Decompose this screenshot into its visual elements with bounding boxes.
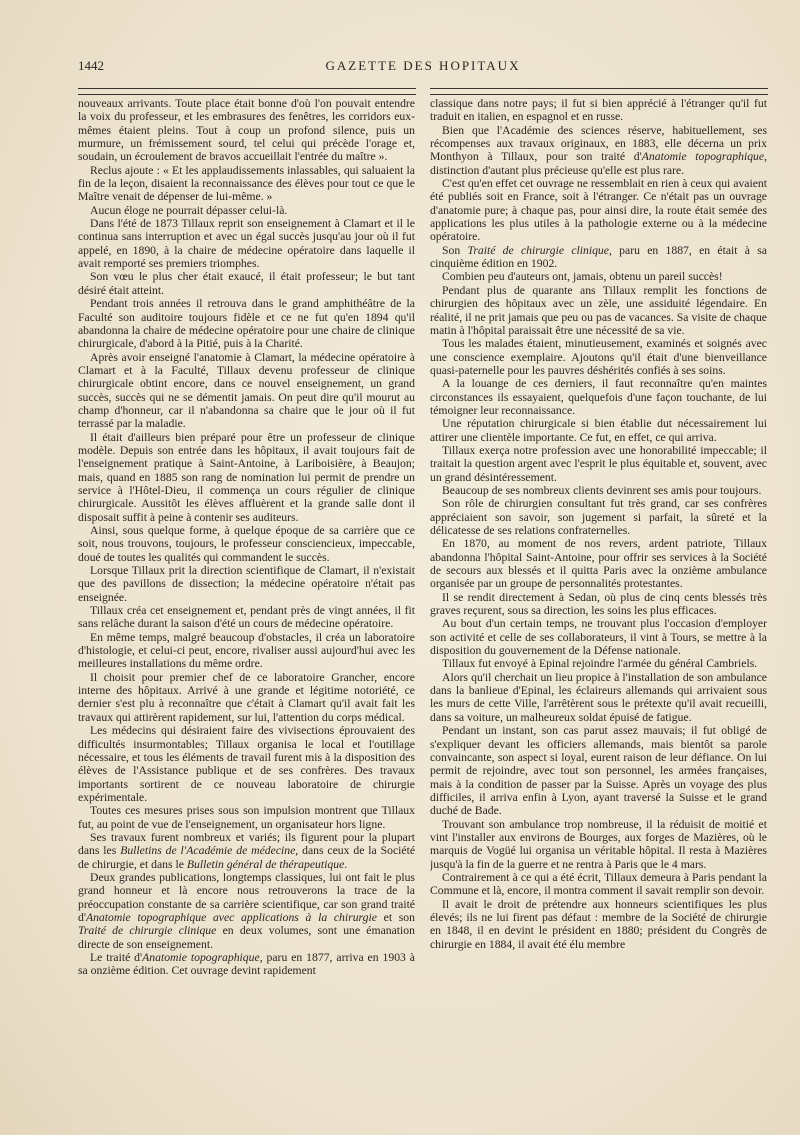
paragraph: Il choisit pour premier chef de ce laboratoire Grancher, encore interne des hôpitaux. Arrivé à une grande et légitime notoriété, ce dernier s'est plu à reconnaître que c'était à Clamart qu'il avait fait les travaux qui attirèrent rapidement, sur lui, l'attention du corps médical. [78, 670, 415, 724]
paragraph: En 1870, au moment de nos revers, ardent patriote, Tillaux abandonna l'hôpital Saint-Antoine, pour offrir ses services à la Société de secours aux blessés et il quitta Paris avec la onzième ambulance organisée par un groupe de personnalités protestantes. [430, 537, 767, 591]
paragraph: Contrairement à ce qui a été écrit, Tillaux demeura à Paris pendant la Commune et là, encore, il montra comment il savait remplir son devoir. [430, 870, 767, 898]
paragraph: Ses travaux furent nombreux et variés; ils figurent pour la plupart dans les Bulletins de l'Académie de médecine, dans ceux de la Société de chirurgie, et dans le Bulletin général de thérapeutique. [78, 830, 415, 871]
paragraph: Tillaux exerça notre profession avec une honorabilité impeccable; il traitait la question argent avec l'esprit le plus équitable et, souvent, avec un grand désintéressement. [430, 443, 767, 484]
paragraph: Son vœu le plus cher était exaucé, il était professeur; le but tant désiré était atteint. [78, 270, 415, 297]
paragraph: A la louange de ces derniers, il faut reconnaître qu'en maintes circonstances ils essayaient, quelquefois d'une façon touchante, de lui témoigner leur reconnaissance. [430, 377, 767, 417]
paragraph: Pendant un instant, son cas parut assez mauvais; il fut obligé de s'expliquer devant les officiers allemands, mais bientôt sa parole convaincante, son aspect si loyal, eurent raison de leur défiance. On lui permit de rejoindre, avec tout son personnel, les armées françaises, mais à la condition de passer par la Suisse. Après un voyage des plus difficiles, il arriva enfin à Lyon, ayant traversé la Suisse et le grand duché de Bade. [430, 724, 767, 818]
right-column [430, 97, 767, 1117]
header-rule-left [78, 88, 416, 95]
header-rule-right [430, 88, 768, 95]
paragraph: Alors qu'il cherchait un lieu propice à l'installation de son ambulance dans la banlieue d'Epinal, les éclaireurs allemands qui arrivaient sous les murs de cette Ville, l'arrêtèrent sous le prétexte qu'il avait recueilli, dans sa voiture, un malheureux soldat épuisé de fatigue. [430, 670, 767, 724]
page-number: 1442 [78, 58, 104, 73]
paragraph: En même temps, malgré beaucoup d'obstacles, il créa un laboratoire d'histologie, et celui-ci peut, encore, rivaliser aussi aujourd'hui avec les meilleures installations du même ordre. [78, 630, 415, 671]
paragraph: Tillaux créa cet enseignement et, pendant près de vingt années, il fit sans relâche durant la saison d'été un cours de médecine opératoire. [78, 604, 415, 631]
paragraph: Toutes ces mesures prises sous son impulsion montrent que Tillaux fut, au point de vue de l'enseignement, un organisateur hors ligne. [78, 804, 415, 831]
page-header [78, 58, 768, 80]
paragraph: Le traité d'Anatomie topographique, paru en 1877, arriva en 1903 à sa onzième édition. Cet ouvrage devint rapidement [78, 951, 415, 978]
paragraph: Après avoir enseigné l'anatomie à Clamart, la médecine opératoire à Clamart et à la Faculté, Tillaux devenu professeur de clinique chirurgicale obtint encore, dans ce nouvel enseignement, un grand succès, succès qui ne se démentit jamais. On peut dire qu'il mourut au champ d'honneur, car il n'abandonna sa chaire que le jour où il fut terrassé par la maladie. [78, 350, 415, 431]
paragraph: Son rôle de chirurgien consultant fut très grand, car ses confrères appréciaient son savoir, son jugement si parfait, la sûreté et la délicatesse de ses relations confraternelles. [430, 497, 767, 537]
paragraph: Bien que l'Académie des sciences réserve, habituellement, ses récompenses aux travaux originaux, en 1883, elle décerna un prix Monthyon à Tillaux, pour son traité d'Anatomie topographique, distinction d'autant plus précieuse qu'elle est plus rare. [430, 123, 767, 177]
paragraph: Combien peu d'auteurs ont, jamais, obtenu un pareil succès! [442, 270, 723, 284]
paragraph: Au bout d'un certain temps, ne trouvant plus l'occasion d'employer son activité et celle de ses collaborateurs, il vint à Tours, se mettre à la disposition du gouvernement de la Défense nationale. [430, 617, 767, 658]
running-title: GAZETTE DES HOPITAUX [325, 58, 521, 73]
paragraph: Beaucoup de ses nombreux clients devinrent ses amis pour toujours. [442, 483, 762, 497]
paragraph: Reclus ajoute : « Et les applaudissements inlassables, qui saluaient la fin de la leçon, disaient la reconnaissance des élèves pour tout ce que le Maître venait de dépenser de lui-même. » [78, 163, 415, 204]
paragraph: Deux grandes publications, longtemps classiques, lui ont fait le plus grand honneur et là encore nous retrouverons la trace de la préoccupation constante de sa carrière scientifique, car son grand traité d'Anatomie topographique avec applications à la chirurgie et son Traité de chirurgie clinique en deux volumes, sont une émanation directe de son enseignement. [78, 870, 415, 951]
article-columns [78, 97, 768, 1117]
paragraph: Les médecins qui désiraient faire des vivisections éprouvaient des difficultés insurmontables; Tillaux organisa le local et l'outillage nécessaire, et tous les éléments de travail furent mis à la disposition des élèves de l'Assistance publique et de ses confrères. Des travaux importants sortirent de ce nouveau laboratoire de chirurgie expérimentale. [78, 724, 415, 804]
paragraph: C'est qu'en effet cet ouvrage ne ressemblait en rien à ceux qui avaient été publiés soit en France, soit à l'étranger. Ce n'était pas un ouvrage d'anatomie pure; à chaque pas, pour ainsi dire, la route était semée des applications les plus utiles à la pathologie externe ou à la médecine opératoire. [430, 177, 767, 244]
paragraph: Tillaux fut envoyé à Epinal rejoindre l'armée du général Cambriels. [442, 657, 758, 671]
paragraph: Une réputation chirurgicale si bien établie dut nécessairement lui attirer une clientèle importante. Ce fut, en effet, ce qui arriva. [430, 417, 767, 444]
paragraph: Dans l'été de 1873 Tillaux reprit son enseignement à Clamart et il le continua sans interruption et avec un égal succès jusqu'au jour où il fut appelé, en 1890, à la chaire de médecine opératoire dans laquelle il avait remporté ses premiers triomphes. [78, 217, 415, 271]
paragraph: Aucun éloge ne pourrait dépasser celui-là. [90, 203, 288, 217]
paragraph: Il avait le droit de prétendre aux honneurs scientifiques les plus élevés; ils ne lui firent pas défaut : membre de la Société de chirurgie en 1848, il en devint le président en 1880; président du Congrès de chirurgie en 1884, il avait été élu membre [430, 897, 767, 951]
paragraph: Il était d'ailleurs bien préparé pour être un professeur de clinique modèle. Depuis son entrée dans les hôpitaux, il avait toujours fait de l'enseignement pratique à Saint-Antoine, à Lariboisière, à Beaujon; mais, quand en 1885 son rang de nomination lui permit de prendre un service à l'Hôtel-Dieu, il commença un cours régulier de clinique chirurgicale. Aussitôt les élèves affluèrent et la grande salle dont il disposait suffit à peine à contenir ses auditeurs. [78, 430, 415, 524]
paragraph: Ainsi, sous quelque forme, à quelque époque de sa carrière que ce soit, nous trouvons, toujours, le professeur consciencieux, impeccable, doué de toutes les qualités qui commandent le succès. [78, 524, 415, 564]
left-column [78, 97, 415, 1117]
paragraph: classique dans notre pays; il fut si bien apprécié à l'étranger qu'il fut traduit en italien, en espagnol et en russe. [430, 97, 767, 124]
paragraph: Lorsque Tillaux prit la direction scientifique de Clamart, il n'existait que des pavillons de dissection; la médecine opératoire n'était pas enseignée. [78, 564, 415, 604]
paragraph: Trouvant son ambulance trop nombreuse, il la réduisit de moitié et vint l'installer aux environs de Bourges, aux forges de Mazières, où le marquis de Vogüé lui organisa un véritable hôpital. Il resta à Mazières jusqu'à la fin de la guerre et ne rentra à Paris que le 4 mars. [430, 817, 767, 871]
paragraph: Tous les malades étaient, minutieusement, examinés et soignés avec une conscience exemplaire. Ajoutons qu'il était d'une bienveillance quasi-paternelle pour les pauvres déshérités confiés à ses soins. [430, 337, 767, 377]
paragraph: nouveaux arrivants. Toute place était bonne d'où l'on pouvait entendre la voix du professeur, et les embrasures des fenêtres, les corridors eux-mêmes étaient pleins. Tout à coup un profond silence, puis un murmure, un frémissement sourd, tel celui qui précède l'orage et, soudain, un écroulement de bravos accueillait l'entrée du maître ». [78, 97, 415, 164]
paragraph: Pendant plus de quarante ans Tillaux remplit les fonctions de chirurgien des hôpitaux avec un zèle, une assiduité légendaire. En réalité, il ne prit jamais que peu ou pas de vacances. Sa visite de chaque matin à l'hôpital paraissait être une nécessité de sa vie. [430, 283, 767, 337]
paragraph: Son Traité de chirurgie clinique, paru en 1887, en était à sa cinquième édition en 1902. [430, 243, 767, 271]
paragraph: Pendant trois années il retrouva dans le grand amphithéâtre de la Faculté son auditoire toujours fidèle et ce ne fut qu'en 1894 qu'il abandonna la chaire de médecine opératoire pour une chaire de clinique chirurgicale, d'abord à la Pitié, puis à la Charité. [78, 297, 415, 351]
paragraph: Il se rendit directement à Sedan, où plus de cinq cents blessés très graves reçurent, sous sa direction, les soins les plus efficaces. [430, 590, 767, 618]
